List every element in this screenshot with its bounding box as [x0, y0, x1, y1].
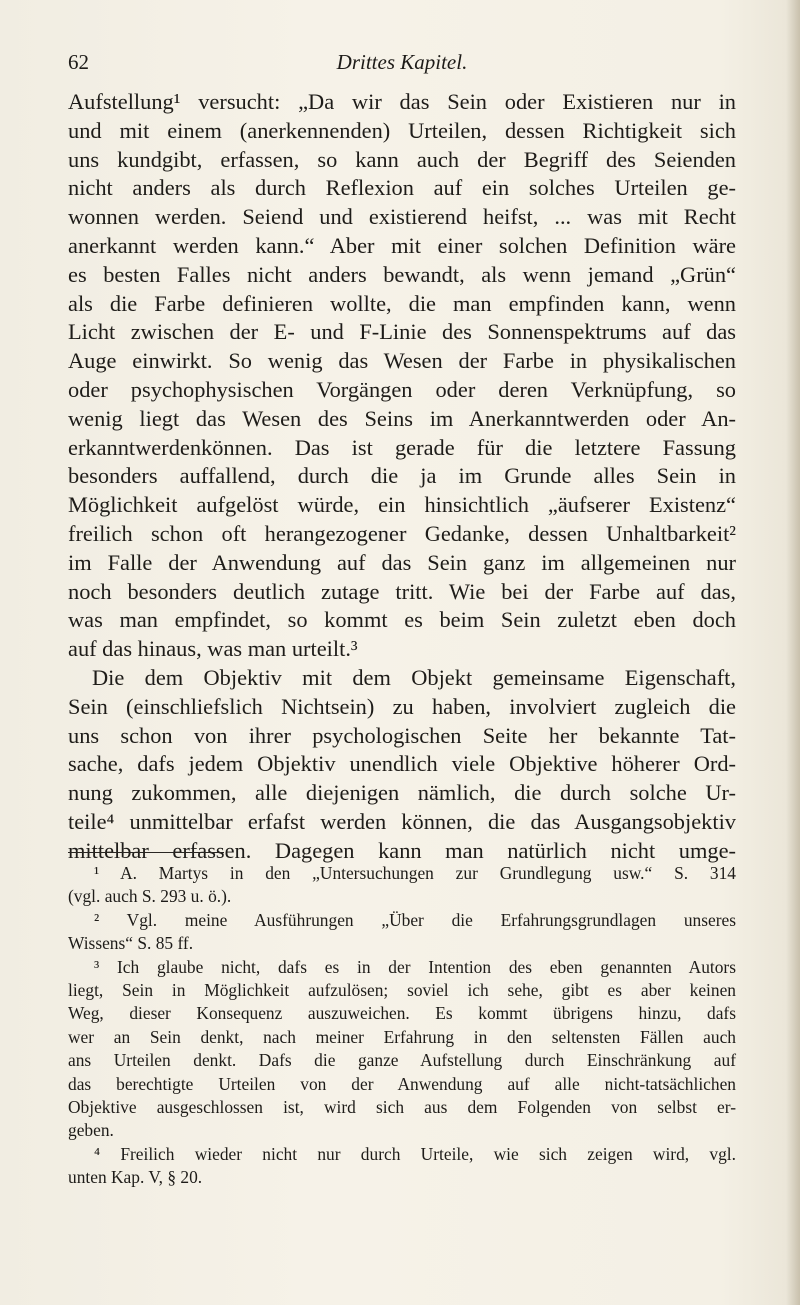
- text-line: und mit einem (anerkennenden) Urteilen, dessen Richtigkeit sich: [68, 117, 736, 143]
- footnote-line: das berechtigte Urteilen von der Anwendung auf alle nicht-tatsächlichen: [68, 1073, 736, 1094]
- text-line: wenig liegt das Wesen des Seins im Anerkanntwerden oder An-: [68, 405, 736, 431]
- footnote-divider: [68, 852, 224, 853]
- text-line: nicht anders als durch Reflexion auf ein solches Urteilen ge-: [68, 175, 736, 201]
- text-line: es besten Falles nicht anders bewandt, als wenn jemand „Grün“: [68, 261, 736, 287]
- text-line: nung zukommen, alle diejenigen nämlich, die durch solche Ur-: [68, 780, 736, 806]
- text-line: freilich schon oft herangezogener Gedanke, dessen Unhaltbarkeit²: [68, 520, 736, 546]
- text-line: als die Farbe definieren wollte, die man empfinden kann, wenn: [68, 290, 736, 316]
- footnote-line: ³ Ich glaube nicht, dafs es in der Intention des eben genannten Autors: [94, 956, 736, 977]
- footnote-line: unten Kap. V, § 20.: [68, 1167, 203, 1188]
- text-line: noch besonders deutlich zutage tritt. Wie bei der Farbe auf das,: [68, 578, 736, 604]
- text-line: mittelbar erfassen. Dagegen kann man natürlich nicht umge-: [68, 837, 736, 863]
- running-head: Drittes Kapitel.: [336, 50, 468, 74]
- footnote-line: Weg, dieser Konsequenz auszuweichen. Es kommt übrigens hinzu, dafs: [68, 1003, 736, 1024]
- footnote-line: ² Vgl. meine Ausführungen „Über die Erfahrungsgrundlagen unseres: [94, 909, 736, 930]
- page-header: [68, 50, 736, 80]
- text-line: Möglichkeit aufgelöst würde, ein hinsichtlich „äufserer Existenz“: [68, 492, 736, 518]
- text-line: sache, dafs jedem Objektiv unendlich viele Objektive höherer Ord-: [68, 751, 736, 777]
- footnote-line: liegt, Sein in Möglichkeit aufzulösen; soviel ich sehe, gibt es aber keinen: [68, 980, 736, 1001]
- text-line: anerkannt werden kann.“ Aber mit einer solchen Definition wäre: [68, 232, 736, 258]
- text-line: Aufstellung¹ versucht: „Da wir das Sein oder Existieren nur in: [68, 89, 736, 114]
- text-line: wonnen werden. Seiend und existierend heifst, ... was mit Recht: [68, 204, 736, 230]
- footnote-line: wer an Sein denkt, nach meiner Erfahrung in den seltensten Fällen auch: [68, 1026, 736, 1047]
- footnote-line: Objektive ausgeschlossen ist, wird sich aus dem Folgenden von selbst er-: [68, 1097, 736, 1118]
- text-line: erkanntwerdenkönnen. Das ist gerade für die letztere Fassung: [68, 434, 736, 460]
- text-line: Auge einwirkt. So wenig das Wesen der Farbe in physikalischen: [68, 348, 736, 374]
- text-line: uns schon von ihrer psychologischen Seite her bekannte Tat-: [68, 722, 736, 748]
- footnote-line: ¹ A. Martys in den „Untersuchungen zur Grundlegung usw.“ S. 314: [94, 863, 736, 883]
- footnote-line: ⁴ Freilich wieder nicht nur durch Urteile, wie sich zeigen wird, vgl.: [94, 1143, 736, 1164]
- footnote-line: Wissens“ S. 85 ff.: [68, 933, 194, 954]
- text-line: Licht zwischen der E- und F-Linie des Sonnenspektrums auf das: [68, 319, 736, 345]
- text-line: Die dem Objektiv mit dem Objekt gemeinsame Eigenschaft,: [92, 664, 736, 690]
- footnote-line: geben.: [68, 1120, 114, 1141]
- page-edge-shadow: [786, 0, 800, 1305]
- text-line: besonders auffallend, durch die ja im Grunde alles Sein in: [68, 463, 736, 489]
- text-line: uns kundgibt, erfassen, so kann auch der Begriff des Seienden: [68, 146, 736, 172]
- text-line: was man empfindet, so kommt es beim Sein zuletzt eben doch: [68, 607, 736, 633]
- main-text: [68, 88, 736, 866]
- footnote-line: (vgl. auch S. 293 u. ö.).: [68, 886, 232, 907]
- footnote-line: ans Urteilen denkt. Dafs die ganze Aufstellung durch Einschränkung auf: [68, 1050, 736, 1071]
- text-line: oder psychophysischen Vorgängen oder deren Verknüpfung, so: [68, 376, 736, 402]
- page-number: 62: [68, 50, 89, 74]
- text-line: Sein (einschliefslich Nichtsein) zu haben, involviert zugleich die: [68, 693, 736, 719]
- footnotes: [68, 862, 736, 1190]
- text-line: auf das hinaus, was man urteilt.³: [68, 636, 358, 662]
- text-line: teile⁴ unmittelbar erfafst werden können, die das Ausgangsobjektiv: [68, 808, 736, 834]
- text-line: im Falle der Anwendung auf das Sein ganz im allgemeinen nur: [68, 549, 736, 575]
